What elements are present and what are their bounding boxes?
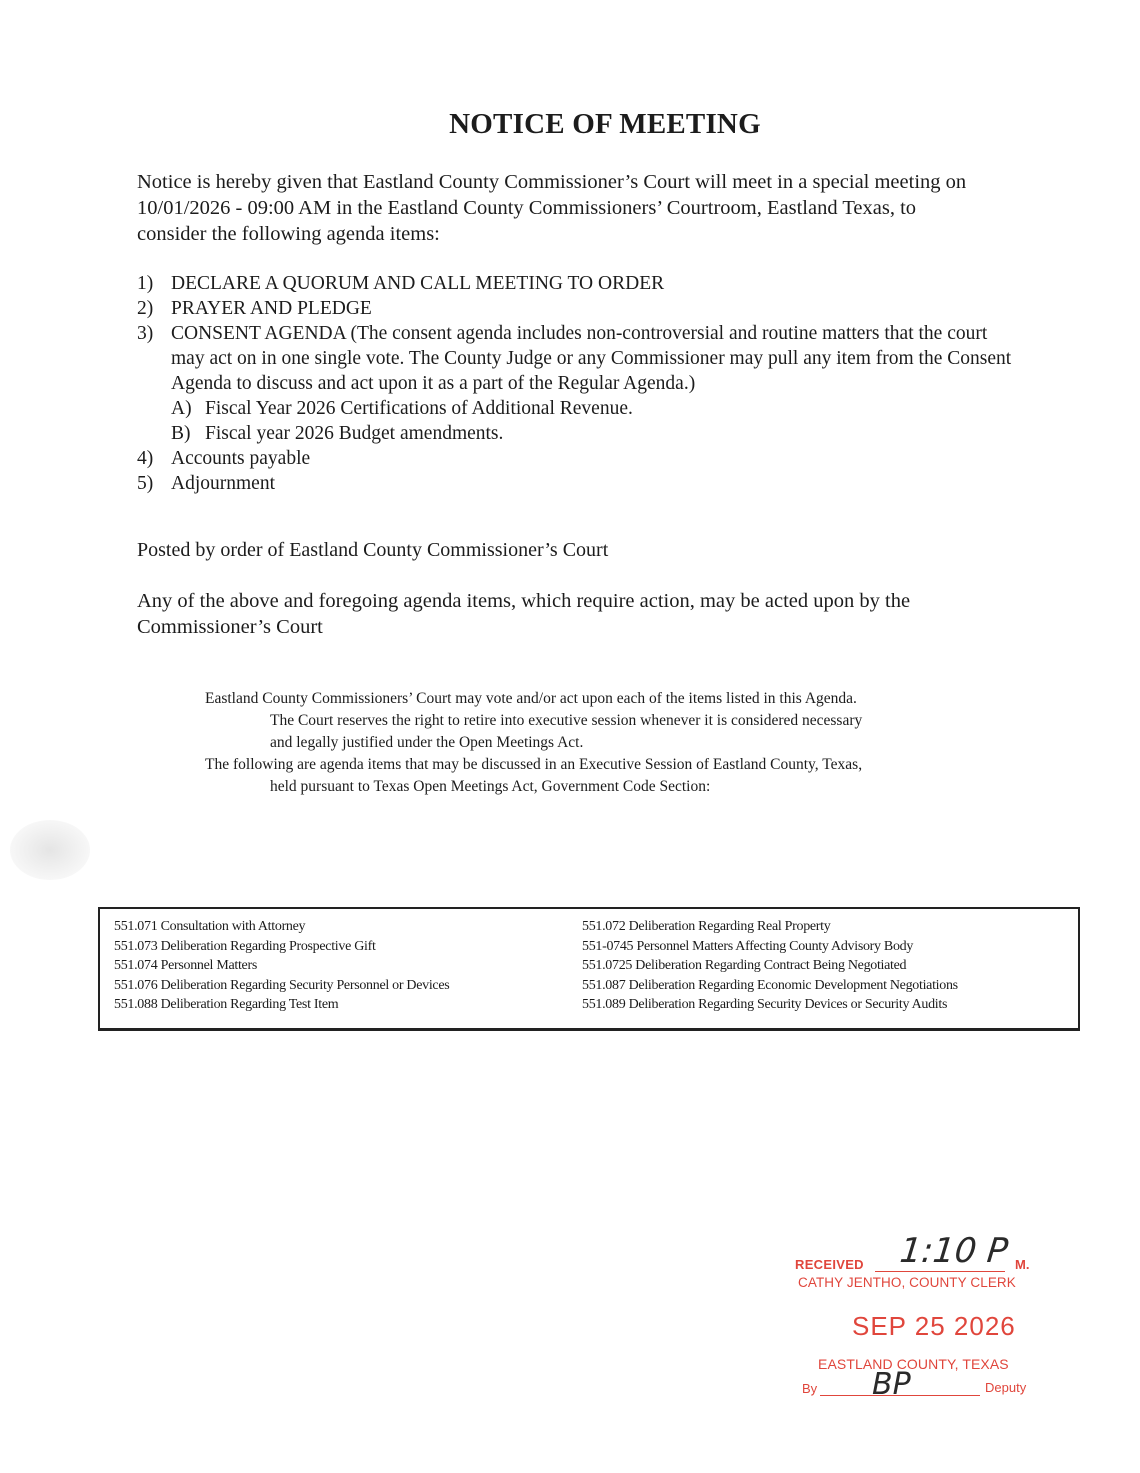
- exec-paragraph-1: [205, 688, 1025, 754]
- agenda-item-text: Accounts payable: [171, 448, 311, 469]
- agenda-item-number: 3): [137, 323, 154, 344]
- consent-item-text: Fiscal year 2026 Budget amendments.: [205, 423, 504, 444]
- exec-line: and legally justified under the Open Meetings Act.: [270, 734, 584, 751]
- consent-item: [171, 421, 1017, 446]
- executive-session-notice: [205, 688, 1025, 798]
- code-item: 551.088 Deliberation Regarding Test Item: [114, 997, 339, 1012]
- intro-paragraph: Notice is hereby given that Eastland County Commissioner’s Court will meet in a special meeting on 10/01/2026 - 09:00 AM in the Eastland County Commissioners’ Courtroom, Eastland Texas, to consider the following agenda items:: [137, 171, 967, 245]
- code-item: 551.074 Personnel Matters: [114, 958, 257, 973]
- stamp-handwritten-initials: BP: [872, 1367, 911, 1402]
- agenda-item-number: 1): [137, 273, 154, 294]
- exec-paragraph-2: [205, 754, 1025, 798]
- code-item: 551.076 Deliberation Regarding Security Personnel or Devices: [114, 977, 450, 993]
- action-statement: Any of the above and foregoing agenda items, which require action, may be acted upon by the Commissioner’s Court: [137, 590, 911, 638]
- code-item: 551.087 Deliberation Regarding Economic Development Negotiations: [582, 977, 958, 993]
- stamp-received-line: [875, 1271, 1005, 1272]
- code-item: 551.089 Deliberation Regarding Security Devices or Security Audits: [582, 997, 948, 1012]
- code-item: 551.071 Consultation with Attorney: [114, 919, 306, 934]
- stamp-clerk-name: CATHY JENTHO, COUNTY CLERK: [798, 1275, 1016, 1290]
- stamp-county: EASTLAND COUNTY, TEXAS: [818, 1356, 1009, 1372]
- exec-line: Eastland County Commissioners’ Court may vote and/or act upon each of the items listed in this Agenda.: [205, 690, 857, 707]
- agenda-item: [137, 321, 1017, 446]
- stamp-deputy-label: Deputy: [985, 1380, 1027, 1395]
- code-item: 551.072 Deliberation Regarding Real Property: [582, 919, 831, 934]
- agenda-item: [137, 446, 1017, 471]
- agenda-item-number: 5): [137, 473, 154, 494]
- stamp-m-label: M.: [1015, 1257, 1030, 1272]
- exec-line: The Court reserves the right to retire into executive session whenever it is considered necessary: [270, 712, 863, 729]
- code-item: 551-0745 Personnel Matters Affecting County Advisory Body: [582, 938, 914, 954]
- codes-column-left: [114, 917, 449, 1015]
- stamp-received-label: RECEIVED: [795, 1257, 864, 1272]
- agenda-list: [137, 271, 1017, 496]
- page-title: NOTICE OF MEETING: [449, 108, 761, 140]
- exec-line: The following are agenda items that may be discussed in an Executive Session of Eastland County, Texas,: [205, 756, 863, 773]
- received-stamp: [790, 1225, 1050, 1405]
- agenda-item-text: CONSENT AGENDA (The consent agenda includes non-controversial and routine matters that the court may act on in one single vote. The County Judge or any Commissioner may pull any item from the Consent Agenda to discuss and act upon it as a part of the Regular Agenda.): [171, 323, 1012, 394]
- agenda-item-text: DECLARE A QUORUM AND CALL MEETING TO ORDER: [171, 273, 665, 294]
- codes-column-right: [582, 917, 958, 1015]
- consent-item-letter: A): [171, 398, 192, 419]
- agenda-item: [137, 271, 1017, 296]
- stamp-by-label: By: [802, 1381, 818, 1396]
- posted-by-statement: Posted by order of Eastland County Commissioner’s Court: [137, 539, 609, 561]
- stamp-handwritten-time: 1:10 P: [897, 1231, 1010, 1271]
- agenda-item: [137, 471, 1017, 496]
- consent-item: [171, 396, 1017, 421]
- agenda-item-number: 4): [137, 448, 154, 469]
- agenda-item: [137, 296, 1017, 321]
- consent-item-text: Fiscal Year 2026 Certifications of Additional Revenue.: [205, 398, 633, 419]
- agenda-item-text: Adjournment: [171, 473, 275, 494]
- consent-sub-list: [171, 396, 1017, 446]
- exec-line: held pursuant to Texas Open Meetings Act, Government Code Section:: [270, 778, 711, 795]
- consent-item-letter: B): [171, 423, 191, 444]
- code-item: 551.073 Deliberation Regarding Prospective Gift: [114, 938, 376, 954]
- scan-smudge: [10, 820, 90, 880]
- agenda-item-number: 2): [137, 298, 154, 319]
- agenda-item-text: PRAYER AND PLEDGE: [171, 298, 372, 319]
- government-code-box: [98, 907, 1080, 1031]
- stamp-date: SEP 25 2026: [852, 1311, 1016, 1341]
- code-item: 551.0725 Deliberation Regarding Contract Being Negotiated: [582, 958, 907, 973]
